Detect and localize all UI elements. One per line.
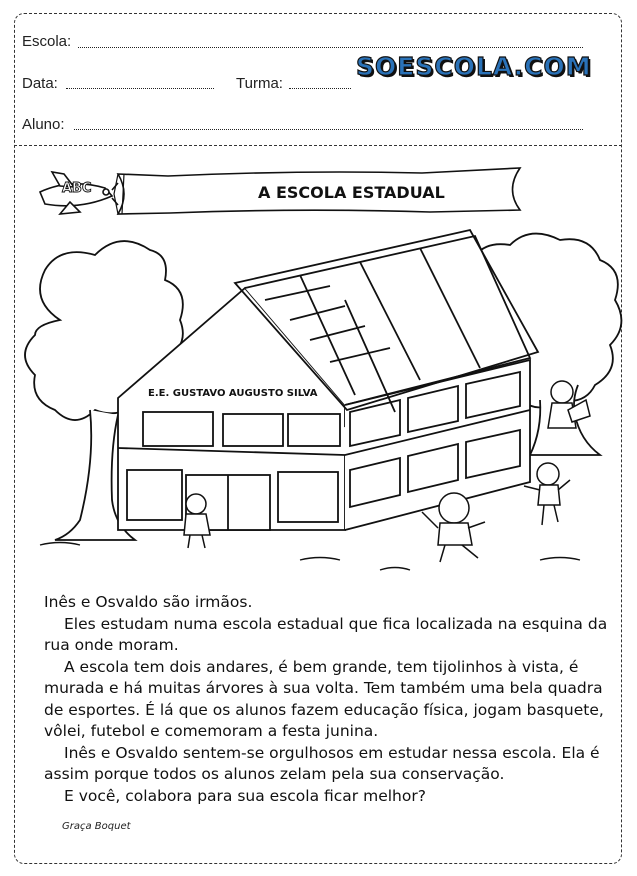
story-paragraph: Eles estudam numa escola estadual que fica localizada na esquina da rua onde moram. — [44, 614, 608, 654]
turma-label: Turma: — [236, 75, 283, 92]
page-title: A ESCOLA ESTADUAL — [258, 183, 445, 202]
story-paragraph: A escola tem dois andares, é bem grande, tem tijolinhos à vista, é murada e há muitas árvores à sua volta. Tem também uma bela quadra de esportes. É lá que os alunos fazem educação física, jogam basquete, vôlei, futebol e comemoram a festa junina. — [44, 657, 604, 740]
grass — [40, 543, 580, 571]
story-paragraph: Inês e Osvaldo sentem-se orgulhosos em estudar nessa escola. Ela é assim porque todos os alunos zelam pela sua conservação. — [44, 743, 600, 783]
school-building — [118, 230, 538, 530]
school-sign: E.E. GUSTAVO AUGUSTO SILVA — [148, 388, 318, 399]
story-paragraph: Inês e Osvaldo são irmãos. — [44, 593, 253, 611]
story-paragraph: E você, colabora para sua escola ficar melhor? — [64, 786, 426, 805]
escola-label: Escola: — [22, 33, 72, 50]
plane-text: ABC — [62, 181, 92, 196]
child-left — [184, 494, 210, 548]
story-text — [44, 592, 609, 807]
aluno-label: Aluno: — [22, 116, 65, 133]
soescola-logo: SOESCOLA.COM — [356, 52, 592, 81]
author-credit: Graça Boquet — [62, 821, 131, 832]
data-label: Data: — [22, 75, 58, 92]
